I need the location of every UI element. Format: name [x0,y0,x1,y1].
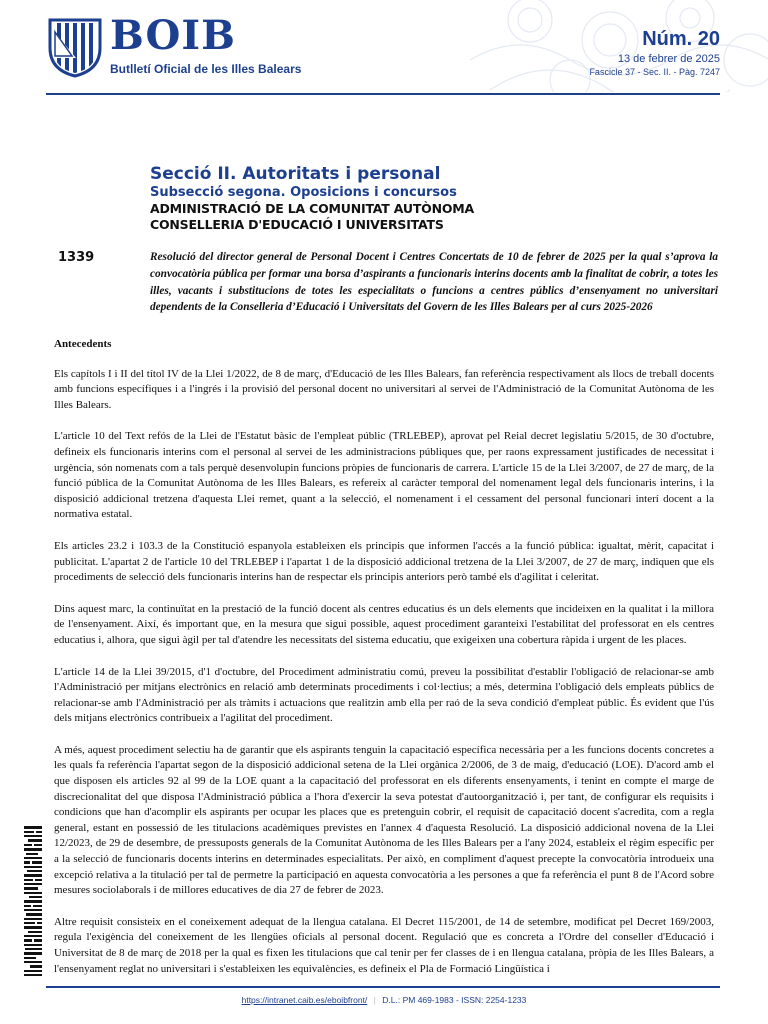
balearic-coat-of-arms-icon [46,18,104,78]
body-paragraph: Dins aquest marc, la continuïtat en la prestació de la funció docent als centres educatius és un dels elements que incideixen en la qualitat i la millora de l'ensenyament. Així, és important que, en la mesura que sigui possible, aquest procediment garanteixi l'estabilitat del professorat en els centres educatius i, alhora, que sigui àgil per tal d'atendre les necessitats del sistema educatiu, que exigeixen una cobertura ràpida i urgent de les places. [54,602,714,646]
footer-legal: D.L.: PM 469-1983 - ISSN: 2254-1233 [382,995,527,1005]
verification-barcode-icon [24,826,42,976]
section-title: Secció II. Autoritats i personal [150,164,441,184]
body-paragraph: Altre requisit consisteix en el coneixement adequat de la llengua catalana. El Decret 115/2001, de 14 de setembre, modificat pel Decret 169/2003, regula l'exigència del coneixement de les llengües oficials al personal docent. Regulació que es concreta a l'Ordre del conseller d'Educació i Universitat de 8 de març de 2018 per la qual es fixen les titulacions que cal tenir per fer classes de i en llengua catalana, pròpia de les Illes Balears, a l'ensenyament reglat no universitari i s'estableixen les equivalències, es defineix el Pla de Formació Lingüística i [54,915,714,975]
administration-name: ADMINISTRACIÓ DE LA COMUNITAT AUTÒNOMA [150,201,474,216]
section-subtitle: Subsecció segona. Oposicions i concursos [150,185,457,200]
brand-block [110,14,301,76]
footer-divider [46,986,720,988]
page-header [0,0,768,95]
issue-number: Núm. 20 [642,28,720,50]
footer-url-link[interactable]: https://intranet.caib.es/eboibfront/ [241,995,368,1005]
entry-number: 1339 [58,250,95,265]
resolution-title: Resolució del director general de Personal Docent i Centres Concertats de 10 de febrer de 2025 per la qual s’aprova la convocatòria pública per formar una borsa d’aspirants a funcionaris interins docents amb la finalitat de cobrir, a totes les illes, vacants i substitucions de totes les especialitats o funcions a centres públics d’ensenyament no universitari dependents de la Conselleria d’Educació i Universitats del Govern de les Illes Balears per al curs 2025-2026 [150,251,718,314]
department-name: CONSELLERIA D'EDUCACIÓ I UNIVERSITATS [150,217,444,232]
issue-date: 13 de febrer de 2025 [617,53,720,65]
body-paragraph: Els capítols I i II del títol IV de la Llei 1/2022, de 8 de març, d'Educació de les Illes Balears, fan referència respectivament als llocs de treball docents amb funcions específiques i a l'ingrés i la provisió del personal docent no universitari al servei de l'Administració de la Comunitat Autònoma de les Illes Balears. [54,367,714,411]
brand-title: BOIB [110,12,236,59]
issue-info [589,28,720,77]
header-divider [46,93,720,95]
page-footer [0,995,768,1005]
body-paragraph: A més, aquest procediment selectiu ha de garantir que els aspirants tenguin la capacitació específica necessària per a les funcions docents concretes a les quals fa referència l'apartat segon de la disposició addicional setena de la Llei orgànica 2/2006, de 3 de maig, d'educació (LOE). D'acord amb el que disposen els articles 92 al 99 de la LOE quant a la capacitació del professorat en els diferents ensenyaments, i tenint en compte el marge de discrecionalitat del que disposa l'Administració pública a l'hora d'exercir la seva potestat d'autoorganització i, per tant, de configurar els requisits i condicions que han d'acomplir els aspirants per ocupar les places que es pretenguin cobrir, el requisit de capacitació docent s'acredita, com a regla general, estant en possessió de les titulacions acadèmiques previstes en l'annex 4 d'aquesta Resolució. La disposició addicional novena de la Llei 12/2023, de 29 de desembre, de pressuposts generals de la Comunitat Autònoma de les Illes Balears per a l'any 2024, estableix el règim específic per a la selecció de funcionaris docents interins en determinades especialitats. Per això, en compliment d'aquest precepte la convocatòria introdueix una excepció relativa a la titulació per tal de permetre la participació en aquesta convocatòria a les persones a que fa referència el punt 8 de l'Acord sobre mesures sociolaborals i de millores educatives de dia 27 de febrer de 2023. [54,743,714,897]
document-body [54,337,714,993]
body-paragraph: L'article 10 del Text refós de la Llei de l'Estatut bàsic de l'empleat públic (TRLEBEP), aprovat pel Reial decret legislatiu 5/2015, de 30 d'octubre, defineix els funcionaris interins com el personal al servei de les administracions públiques que, per raons expressament justificades de necessitat i urgència, són nomenats com a tals perquè desenvolupin funcions pròpies de funcionaris de carrera. L'article 15 de la Llei 3/2007, de 27 de març, de la funció pública de la Comunitat Autònoma de les Illes Balears, es refereix al caràcter temporal del nomenament legal dels funcionaris interins, i la disposició addicional tretzena d'aquesta Llei remet, quant a la selecció, el nomenament i el cessament del personal funcionari interí docent a la normativa estatal. [54,430,714,521]
brand-subtitle: Butlletí Oficial de les Illes Balears [110,62,302,76]
body-paragraph: Els articles 23.2 i 103.3 de la Constitució espanyola estableixen els principis que informen l'accés a la funció pública: igualtat, mèrit, capacitat i publicitat. L'apartat 2 de l'article 10 del TRLEBEP i l'apartat 1 de la disposició addicional tretzena de la Llei 3/2007, de 27 de març, indiquen que els procediments de selecció dels funcionaris interins han de respectar els principis anteriors però també els d'agilitat i celeritat. [54,539,714,584]
body-heading: Antecedents [54,338,112,350]
issue-fascicle: Fascicle 37 - Sec. II. - Pàg. 7247 [589,67,720,77]
body-paragraph: L'article 14 de la Llei 39/2015, d'1 d'octubre, del Procediment administratiu comú, preveu la possibilitat d'establir l'obligació de relacionar-se amb l'Administració per mitjans electrònics en relació amb determinats procediments i col·lectius; a més, determina l'obligació dels empleats públics de relacionar-se amb l'Administració per als tràmits i actuacions que realitzin amb ella per raó de la seva condició d'empleat públic. És evident que l'ús dels mitjans electrònics contribueix a l'agilitat del procediment. [54,665,714,725]
footer-separator: | [373,995,376,1005]
section-heading [150,164,474,233]
